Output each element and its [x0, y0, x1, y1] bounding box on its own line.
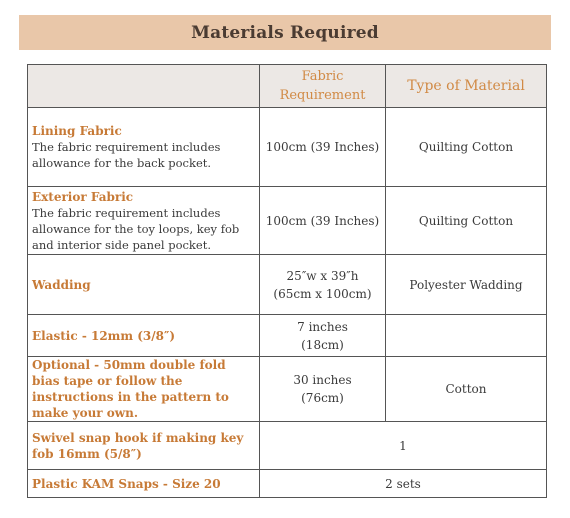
requirement-line1: 30 inches [293, 373, 352, 387]
table-row [28, 315, 547, 357]
item-cell [28, 422, 260, 470]
header-item [28, 65, 260, 108]
item-name: Plastic KAM Snaps - Size 20 [32, 476, 221, 491]
requirement-cell: 100cm (39 Inches) [260, 187, 386, 255]
material-cell: Quilting Cotton [386, 108, 547, 187]
materials-table [27, 64, 547, 498]
table-row [28, 187, 547, 255]
item-note: The fabric requirement includes allowance for the back pocket. [32, 140, 221, 170]
material-cell: Quilting Cotton [386, 187, 547, 255]
table-row [28, 108, 547, 187]
item-name: Optional - 50mm double fold bias tape or follow the instructions in the pattern to make your own. [32, 358, 229, 420]
material-cell [386, 315, 547, 357]
item-name: Lining Fabric [32, 124, 122, 138]
table-row [28, 470, 547, 498]
table-row [28, 422, 547, 470]
header-fabric-line1: Fabric [301, 69, 344, 84]
requirement-line1: 25″w x 39″h [286, 268, 359, 283]
requirement-line2: (65cm x 100cm) [273, 286, 372, 301]
item-cell [28, 357, 260, 422]
item-cell [28, 255, 260, 315]
requirement-cell [260, 315, 386, 357]
material-cell: Cotton [386, 357, 547, 422]
requirement-cell [260, 357, 386, 422]
item-note: The fabric requirement includes allowance for the toy loops, key fob and interior side panel pocket. [32, 205, 240, 252]
table-row [28, 255, 547, 315]
requirement-line2: (18cm) [301, 337, 344, 352]
item-cell [28, 187, 260, 255]
requirement-cell [260, 255, 386, 315]
item-name: Swivel snap hook if making key fob 16mm (5/8″) [32, 430, 244, 461]
header-type-of-material: Type of Material [386, 65, 547, 108]
header-fabric-line2: Requirement [279, 88, 366, 103]
quantity-cell: 2 sets [260, 470, 547, 498]
item-cell [28, 315, 260, 357]
table-row [28, 357, 547, 422]
item-name: Elastic - 12mm (3/8″) [32, 328, 176, 343]
item-cell [28, 108, 260, 187]
requirement-line2: (76cm) [301, 391, 344, 405]
requirement-cell: 100cm (39 Inches) [260, 108, 386, 187]
title-banner [19, 15, 551, 50]
requirement-line1: 7 inches [297, 319, 348, 334]
page-title: Materials Required [191, 22, 379, 43]
material-cell: Polyester Wadding [386, 255, 547, 315]
quantity-cell: 1 [260, 422, 547, 470]
header-fabric-requirement [260, 65, 386, 108]
item-name: Exterior Fabric [32, 189, 134, 204]
table-header-row [28, 65, 547, 108]
item-name: Wadding [32, 277, 91, 292]
item-cell [28, 470, 260, 498]
